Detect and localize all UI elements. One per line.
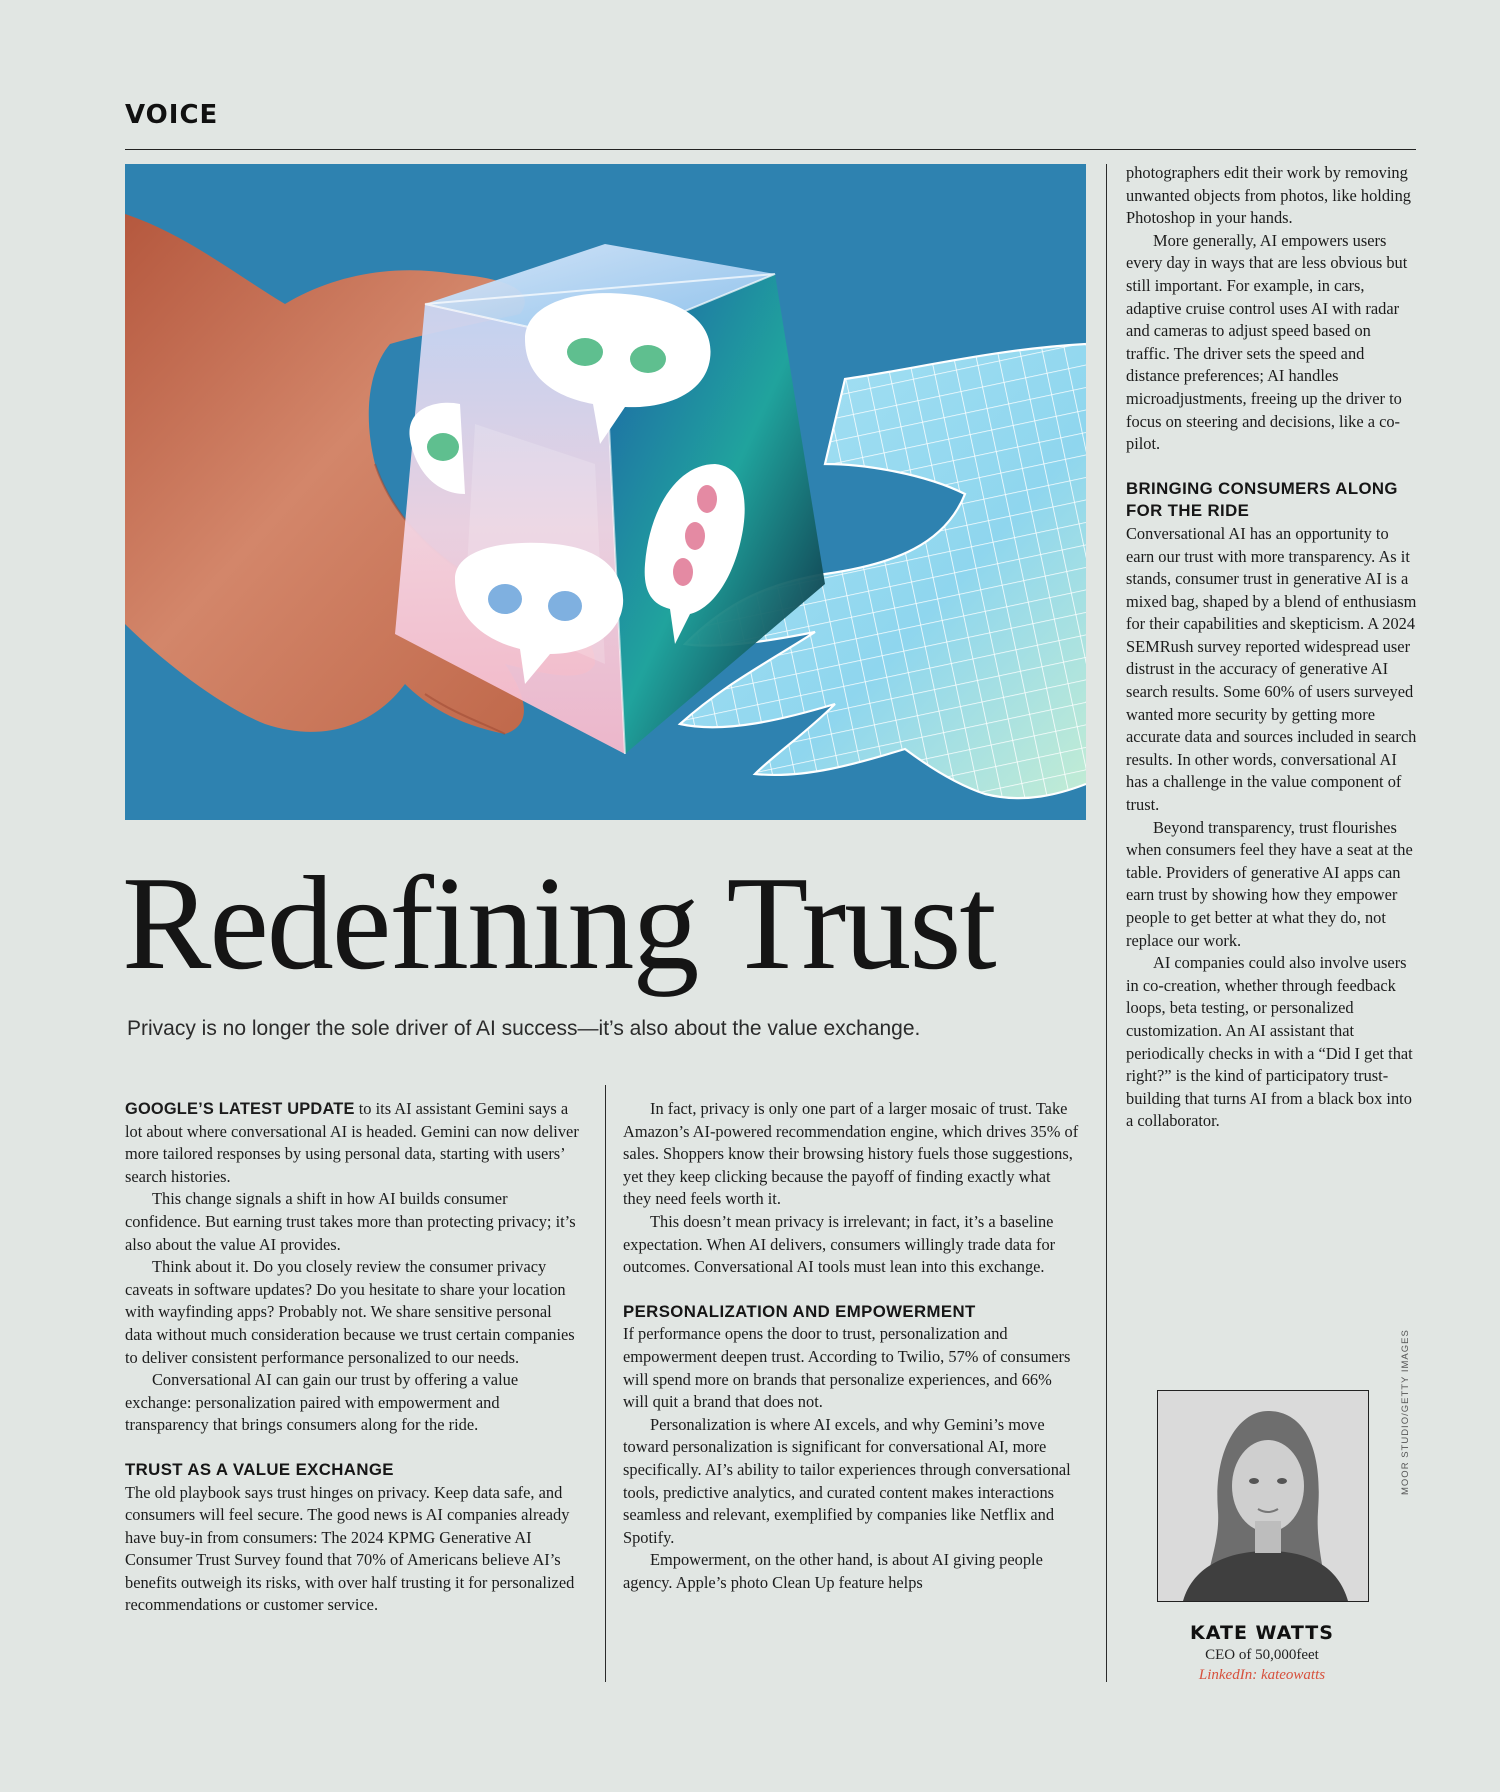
paragraph: GOOGLE’S LATEST UPDATE to its AI assistant Gemini says a lot about where conversational AI is headed. Gemini can now deliver more tailored responses by using personal data, starting with users’ search histories. <box>125 1099 579 1186</box>
hero-illustration <box>125 164 1086 820</box>
header-divider <box>125 149 1416 150</box>
paragraph: Think about it. Do you closely review the consumer privacy caveats in software updates? Do you hesitate to share your location with wayfinding apps? Probably not. We share sensitive personal data without much consideration because we trust certain companies to deliver consistent performance personalized to our needs. <box>125 1257 575 1367</box>
author-title: CEO of 50,000feet <box>1205 1647 1319 1663</box>
subhead: TRUST AS A VALUE EXCHANGE <box>125 1459 394 1479</box>
headline: Redefining Trust <box>122 849 995 997</box>
subhead: BRINGING CONSUMERS ALONG FOR THE RIDE <box>1126 478 1398 521</box>
column-1 <box>125 1098 583 1617</box>
author-linkedin-link[interactable]: LinkedIn: kateowatts <box>1198 1667 1326 1683</box>
paragraph: Conversational AI can gain our trust by offering a value exchange: personalization paired with empowerment and transparency that brings consumers along for the ride. <box>125 1370 519 1435</box>
paragraph: The old playbook says trust hinges on privacy. Keep data safe, and consumers will feel secure. The good news is AI companies already have buy-in from consumers: The 2024 KPMG Generative AI Consumer Trust Survey found that 70% of Americans believe AI’s benefits outweigh its risks, with over half trusting it for personalized recommendations or customer service. <box>125 1482 575 1615</box>
paragraph: Conversational AI has an opportunity to earn our trust with more transparency. As it stands, consumer trust in generative AI is a mixed bag, shaped by a blend of enthusiasm for their capabilities and skepticism. A 2024 SEMRush survey reported widespread user distrust in the accuracy of generative AI search results. Some 60% of users surveyed wanted more security by getting more accurate data and sources included in search results. In other words, conversational AI has a challenge in the value component of trust. <box>1126 523 1417 815</box>
paragraph: This doesn’t mean privacy is irrelevant; in fact, it’s a baseline expectation. When AI delivers, consumers willingly trade data for outcomes. Conversational AI tools must lean into this exchange. <box>623 1211 1056 1277</box>
portrait-photo-icon <box>1158 1391 1368 1601</box>
paragraph: photographers edit their work by removing unwanted objects from photos, like holding Photoshop in your hands. <box>1126 163 1411 228</box>
photo-credit: MOOR STUDIO/GETTY IMAGES <box>1400 1329 1411 1495</box>
subhead: PERSONALIZATION AND EMPOWERMENT <box>623 1301 976 1321</box>
paragraph: More generally, AI empowers users every day in ways that are less obvious but still important. For example, in cars, adaptive cruise control uses AI with radar and cameras to adjust speed based on traffic. The driver sets the speed and distance preferences; AI handles microadjustments, freeing up the driver to focus on steering and decisions, like a co-pilot. <box>1126 230 1408 454</box>
author-name: KATE WATTS <box>1190 1622 1334 1644</box>
column-3 <box>1126 162 1418 1133</box>
paragraph: This change signals a shift in how AI builds consumer confidence. But earning trust takes more than protecting privacy; it’s also about the value AI provides. <box>125 1189 576 1254</box>
paragraph: AI companies could also involve users in co-creation, whether through feedback loops, beta testing, or personalized customization. An AI assistant that periodically checks in with a “Did I get that right?” is the kind of participatory trust-building that turns AI from a black box into a collaborator. <box>1126 953 1413 1131</box>
paragraph: If performance opens the door to trust, personalization and empowerment deepen trust. According to Twilio, 57% of consumers will spend more on brands that personalize experiences, and 66% will quit a brand that does not. <box>623 1324 1071 1412</box>
paragraph: Empowerment, on the other hand, is about AI giving people agency. Apple’s photo Clean Up feature helps <box>623 1550 1043 1592</box>
column-divider <box>1106 164 1107 1682</box>
section-label: VOICE <box>125 100 219 130</box>
column-2 <box>623 1098 1081 1594</box>
hands-cube-illustration <box>125 164 1086 820</box>
author-portrait <box>1157 1390 1369 1602</box>
paragraph: Personalization is where AI excels, and why Gemini’s move toward personalization is significant for conversational AI, more specifically. AI’s ability to tailor experiences through conversational tools, predictive analytics, and curated content makes interactions seamless and relevant, exemplified by companies like Netflix and Spotify. <box>623 1414 1071 1547</box>
column-divider <box>605 1085 606 1682</box>
paragraph: Beyond transparency, trust flourishes when consumers feel they have a seat at the table. Providers of generative AI apps can earn trust by showing how they empower people to get better at what they do, not replace our work. <box>1126 817 1413 950</box>
dek-subtitle: Privacy is no longer the sole driver of AI success—it’s also about the value exchange. <box>127 1017 921 1040</box>
paragraph: In fact, privacy is only one part of a larger mosaic of trust. Take Amazon’s AI-powered recommendation engine, which drives 35% of sales. Shoppers know their browsing history fuels those suggestions, yet they keep clicking because the payoff of finding exactly what they need feels worth it. <box>623 1099 1079 1209</box>
lead-in: GOOGLE’S LATEST UPDATE <box>125 1100 355 1118</box>
